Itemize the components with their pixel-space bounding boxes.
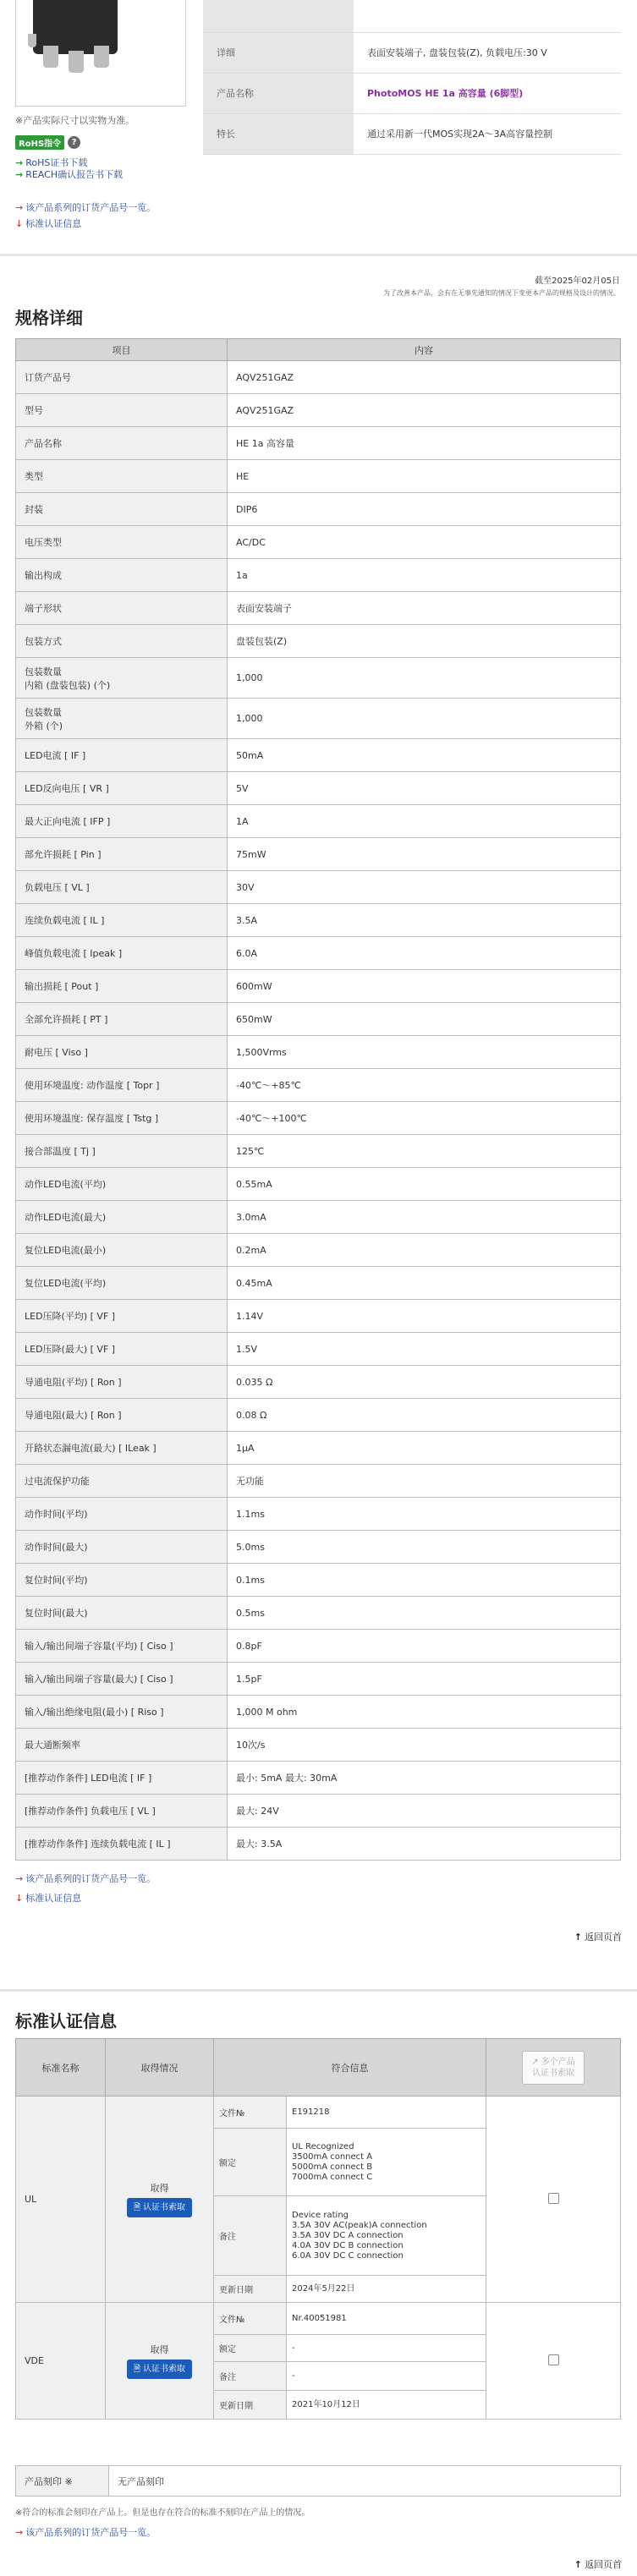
spec-key: 复位LED电流(最小) xyxy=(16,1234,228,1267)
cert-checkbox[interactable] xyxy=(548,2354,559,2365)
cert-info-key: 额定 xyxy=(214,2129,287,2196)
spec-row xyxy=(16,1795,621,1828)
col-action-header xyxy=(486,2039,621,2096)
spec-row xyxy=(16,526,621,559)
cert-request-button[interactable]: 🗎 认证书索取 xyxy=(127,2198,192,2217)
spec-key: 复位时间(最大) xyxy=(16,1597,228,1630)
spec-value: 650mW xyxy=(228,1003,621,1036)
spec-key: 复位时间(平均) xyxy=(16,1564,228,1597)
document-icon: 🗎 xyxy=(133,2203,141,2212)
spec-value: 1.1ms xyxy=(228,1498,621,1531)
cert-info-key: 备注 xyxy=(214,2362,287,2391)
cert-info-value: - xyxy=(287,2362,486,2391)
cert-select-cell xyxy=(486,2303,621,2420)
spec-row xyxy=(16,1333,621,1366)
spec-row xyxy=(16,699,621,739)
arrow-right-icon: → xyxy=(15,157,24,168)
overview-value: 表面安装端子, 盘装包装(Z), 负载电压:30 V xyxy=(354,32,621,73)
spec-row xyxy=(16,1069,621,1102)
spec-row xyxy=(16,1036,621,1069)
cert-header-row xyxy=(16,2039,621,2096)
spec-row xyxy=(16,871,621,904)
spec-key: LED电流 [ IF ] xyxy=(16,739,228,772)
spec-key: 订货产品号 xyxy=(16,361,228,394)
cert-info-key: 文件№ xyxy=(214,2096,287,2129)
cert-info-key: 备注 xyxy=(214,2196,287,2276)
spec-row xyxy=(16,805,621,838)
spec-value: 1A xyxy=(228,805,621,838)
col-info-header: 符合信息 xyxy=(214,2039,486,2096)
spec-key: 部允许损耗 [ Pin ] xyxy=(16,838,228,871)
spec-row xyxy=(16,1696,621,1729)
spec-value: 0.5ms xyxy=(228,1597,621,1630)
spec-value: 0.1ms xyxy=(228,1564,621,1597)
chip-pin xyxy=(28,34,36,47)
cert-info-value: Device rating 3.5A 30V AC(peak)A connection 3.5A 30V DC A connection 4.0A 30V DC B connection 6.0A 30V DC C connection xyxy=(287,2196,486,2276)
rohs-badge[interactable]: RoHS指令 xyxy=(15,135,64,150)
cert-status: 取得 xyxy=(150,2344,169,2355)
spec-row xyxy=(16,1531,621,1564)
question-icon[interactable]: ? xyxy=(68,136,80,149)
chip-pin xyxy=(69,51,84,73)
spec-value: 0.2mA xyxy=(228,1234,621,1267)
spec-value: 1.5pF xyxy=(228,1663,621,1696)
overview-table xyxy=(203,0,621,155)
spec-row xyxy=(16,1201,621,1234)
spec-value: 5V xyxy=(228,772,621,805)
document-icon: 🗎 xyxy=(133,2365,141,2374)
spec-row xyxy=(16,937,621,970)
spec-row xyxy=(16,1828,621,1861)
spec-value: 1.5V xyxy=(228,1333,621,1366)
spec-row xyxy=(16,772,621,805)
spec-row xyxy=(16,739,621,772)
col-status-header: 取得情况 xyxy=(106,2039,214,2096)
spec-value: HE xyxy=(228,460,621,493)
cert-info-link[interactable]: ↓ 标准认证信息 xyxy=(15,218,82,229)
spec-key: [推荐动作条件] LED电流 [ IF ] xyxy=(16,1762,228,1795)
spec-key: 耐电压 [ Viso ] xyxy=(16,1036,228,1069)
spec-key: 动作时间(平均) xyxy=(16,1498,228,1531)
spec-value: 无功能 xyxy=(228,1465,621,1498)
spec-key: [推荐动作条件] 负载电压 [ VL ] xyxy=(16,1795,228,1828)
spec-value: -40℃～+100℃ xyxy=(228,1102,621,1135)
spec-row xyxy=(16,394,621,427)
section-divider xyxy=(0,1989,637,1992)
cert-row xyxy=(16,2303,621,2335)
cert-checkbox[interactable] xyxy=(548,2193,559,2204)
spec-value: 0.8pF xyxy=(228,1630,621,1663)
spec-key: LED压降(平均) [ VF ] xyxy=(16,1300,228,1333)
spec-row xyxy=(16,1135,621,1168)
spec-row xyxy=(16,1102,621,1135)
spec-key: 过电流保护功能 xyxy=(16,1465,228,1498)
series-list-link[interactable]: → 该产品系列的订货产品号一览。 xyxy=(15,2527,157,2538)
spec-row xyxy=(16,1729,621,1762)
spec-key: 动作LED电流(平均) xyxy=(16,1168,228,1201)
col-standard-header: 标准名称 xyxy=(16,2039,106,2096)
spec-row xyxy=(16,625,621,658)
product-mark-key: 产品刻印 ※ xyxy=(16,2466,109,2497)
spec-value: 6.0A xyxy=(228,937,621,970)
spec-key: 产品名称 xyxy=(16,427,228,460)
overview-row xyxy=(203,0,621,32)
spec-key: 包装数量 外箱 (个) xyxy=(16,699,228,739)
spec-key: 端子形状 xyxy=(16,592,228,625)
mark-note: ※符合的标准会刻印在产品上。但是也存在符合的标准不刻印在产品上的情况。 xyxy=(15,2508,310,2518)
cert-row xyxy=(16,2096,621,2129)
spec-row xyxy=(16,1498,621,1531)
spec-key: 输出损耗 [ Pout ] xyxy=(16,970,228,1003)
overview-value: 通过采用新一代MOS实现2A～3A高容量控制 xyxy=(354,113,621,154)
back-to-top-link[interactable]: ↑ 返回页首 xyxy=(574,1932,622,1943)
spec-row xyxy=(16,1234,621,1267)
product-mark-table xyxy=(15,2465,621,2497)
spec-row xyxy=(16,361,621,394)
arrow-right-icon: → xyxy=(15,202,24,213)
spec-row xyxy=(16,1465,621,1498)
disclaimer: 为了改善本产品，会有在无事先通知的情况下变更本产品的规格及设计的情况。 xyxy=(383,289,620,297)
spec-key: 输出构成 xyxy=(16,559,228,592)
arrow-up-icon: ↑ xyxy=(574,1932,582,1943)
spec-value: -40℃～+85℃ xyxy=(228,1069,621,1102)
spec-key: LED反向电压 [ VR ] xyxy=(16,772,228,805)
size-note: ※产品实际尺寸以实物为准。 xyxy=(15,115,135,126)
spec-key: 封装 xyxy=(16,493,228,526)
external-link-icon: ↗ xyxy=(531,2057,541,2067)
spec-value: AQV251GAZ xyxy=(228,361,621,394)
cert-info-value: 2024年5月22日 xyxy=(287,2276,486,2303)
spec-key: 导通电阻(最大) [ Ron ] xyxy=(16,1399,228,1432)
spec-value: 600mW xyxy=(228,970,621,1003)
arrow-right-icon: → xyxy=(15,169,24,180)
spec-value: 1,000 xyxy=(228,699,621,739)
cert-standard: UL xyxy=(16,2096,106,2303)
spec-key: 使用环境温度: 保存温度 [ Tstg ] xyxy=(16,1102,228,1135)
back-to-top-link[interactable]: ↑ 返回页首 xyxy=(574,2559,622,2570)
arrow-down-icon: ↓ xyxy=(15,218,24,229)
download-links xyxy=(15,157,123,181)
product-image xyxy=(15,0,186,107)
chip-pin xyxy=(94,46,109,68)
spec-value: 75mW xyxy=(228,838,621,871)
cert-info-link[interactable]: ↓ 标准认证信息 xyxy=(15,1893,82,1904)
spec-value: DIP6 xyxy=(228,493,621,526)
spec-key: [推荐动作条件] 连续负载电流 [ IL ] xyxy=(16,1828,228,1861)
overview-row xyxy=(203,113,621,154)
spec-row xyxy=(16,838,621,871)
spec-row xyxy=(16,427,621,460)
spec-value: 最小: 5mA 最大: 30mA xyxy=(228,1762,621,1795)
overview-key xyxy=(203,0,354,32)
section-divider xyxy=(0,254,637,256)
spec-row xyxy=(16,1432,621,1465)
spec-value: 3.5A xyxy=(228,904,621,937)
spec-row xyxy=(16,1762,621,1795)
col-content-header: 内容 xyxy=(228,339,621,361)
spec-value: AC/DC xyxy=(228,526,621,559)
spec-value: 0.45mA xyxy=(228,1267,621,1300)
spec-key: 动作LED电流(最大) xyxy=(16,1201,228,1234)
series-list-link[interactable]: → 该产品系列的订货产品号一览。 xyxy=(15,1873,157,1884)
spec-key: 包装数量 内箱 (盘装包装) (个) xyxy=(16,658,228,699)
spec-key: 动作时间(最大) xyxy=(16,1531,228,1564)
reach-report-link[interactable]: → REACH确认报告书下载 xyxy=(15,169,124,180)
series-list-link[interactable]: → 该产品系列的订货产品号一览。 xyxy=(15,202,157,213)
spec-value: 1μA xyxy=(228,1432,621,1465)
cert-title: 标准认证信息 xyxy=(15,2011,117,2031)
spec-key: 输入/输出间端子容量(平均) [ Ciso ] xyxy=(16,1630,228,1663)
cert-info-value: E191218 xyxy=(287,2096,486,2129)
spec-value: 125℃ xyxy=(228,1135,621,1168)
spec-key: 全部允许损耗 [ PT ] xyxy=(16,1003,228,1036)
spec-row xyxy=(16,592,621,625)
cert-info-key: 文件№ xyxy=(214,2303,287,2335)
spec-value: 最大: 24V xyxy=(228,1795,621,1828)
cert-status-cell xyxy=(106,2096,214,2303)
arrow-right-icon: → xyxy=(15,2527,24,2538)
arrow-right-icon: → xyxy=(15,1873,24,1884)
arrow-up-icon: ↑ xyxy=(574,2559,582,2570)
spec-key: 开路状态漏电流(最大) [ ILeak ] xyxy=(16,1432,228,1465)
spec-key: 接合部温度 [ Tj ] xyxy=(16,1135,228,1168)
spec-key: 包装方式 xyxy=(16,625,228,658)
spec-title: 规格详细 xyxy=(15,308,83,328)
spec-value: HE 1a 高容量 xyxy=(228,427,621,460)
spec-row xyxy=(16,1168,621,1201)
cert-info-value: 2021年10月12日 xyxy=(287,2391,486,2420)
cert-info-key: 更新日期 xyxy=(214,2276,287,2303)
date-note xyxy=(383,276,620,299)
spec-value: 1a xyxy=(228,559,621,592)
spec-key: 输入/输出间端子容量(最大) [ Ciso ] xyxy=(16,1663,228,1696)
overview-key: 特长 xyxy=(203,113,354,154)
multi-cert-request-button[interactable]: ↗ 多个产品 认证书索取 xyxy=(522,2051,585,2085)
spec-row xyxy=(16,493,621,526)
spec-key: 电压类型 xyxy=(16,526,228,559)
overview-key: 产品名称 xyxy=(203,73,354,113)
spec-value: 0.08 Ω xyxy=(228,1399,621,1432)
spec-row xyxy=(16,1003,621,1036)
spec-value: 30V xyxy=(228,871,621,904)
spec-key: 型号 xyxy=(16,394,228,427)
spec-key: 连续负载电流 [ IL ] xyxy=(16,904,228,937)
arrow-down-icon: ↓ xyxy=(15,1893,24,1904)
rohs-row xyxy=(15,135,80,150)
spec-value: 3.0mA xyxy=(228,1201,621,1234)
spec-anchor-links xyxy=(15,1869,156,1908)
spec-key: 负载电压 [ VL ] xyxy=(16,871,228,904)
spec-key: 输入/输出绝缘电阻(最小) [ Riso ] xyxy=(16,1696,228,1729)
spec-key: 最大正向电流 [ IFP ] xyxy=(16,805,228,838)
cert-info-value: Nr.40051981 xyxy=(287,2303,486,2335)
product-mark-value: 无产品刻印 xyxy=(109,2466,621,2497)
spec-row xyxy=(16,1663,621,1696)
spec-value: 50mA xyxy=(228,739,621,772)
spec-value: 最大: 3.5A xyxy=(228,1828,621,1861)
product-mark-row xyxy=(16,2466,621,2497)
spec-value: 表面安装端子 xyxy=(228,592,621,625)
spec-key: 类型 xyxy=(16,460,228,493)
spec-value: 10次/s xyxy=(228,1729,621,1762)
spec-row xyxy=(16,658,621,699)
spec-row xyxy=(16,1630,621,1663)
as-of-date: 截至2025年02月05日 xyxy=(535,277,620,286)
spec-row xyxy=(16,1399,621,1432)
overview-value: PhotoMOS HE 1a 高容量 (6脚型) xyxy=(354,73,621,113)
spec-row xyxy=(16,1300,621,1333)
cert-select-cell xyxy=(486,2096,621,2303)
spec-key: 最大通断频率 xyxy=(16,1729,228,1762)
spec-value: 盘装包装(Z) xyxy=(228,625,621,658)
spec-key: 峰值负载电流 [ Ipeak ] xyxy=(16,937,228,970)
top-anchor-links xyxy=(15,200,156,232)
col-item-header: 项目 xyxy=(16,339,228,361)
spec-row xyxy=(16,1267,621,1300)
spec-row xyxy=(16,904,621,937)
spec-value: 1,000 M ohm xyxy=(228,1696,621,1729)
spec-key: LED压降(最大) [ VF ] xyxy=(16,1333,228,1366)
spec-row xyxy=(16,460,621,493)
cert-info-value: - xyxy=(287,2335,486,2362)
cert-info-value: UL Recognized 3500mA connect A 5000mA connect B 7000mA connect C xyxy=(287,2129,486,2196)
spec-header-row xyxy=(16,339,621,361)
spec-key: 复位LED电流(平均) xyxy=(16,1267,228,1300)
cert-info-key: 额定 xyxy=(214,2335,287,2362)
overview-value xyxy=(354,0,621,32)
spec-value: 5.0ms xyxy=(228,1531,621,1564)
spec-row xyxy=(16,970,621,1003)
chip-pin xyxy=(43,46,58,68)
spec-row xyxy=(16,1366,621,1399)
overview-row xyxy=(203,32,621,73)
spec-key: 使用环境温度: 动作温度 [ Topr ] xyxy=(16,1069,228,1102)
spec-row xyxy=(16,559,621,592)
spec-row xyxy=(16,1597,621,1630)
spec-value: 0.035 Ω xyxy=(228,1366,621,1399)
cert-status-cell xyxy=(106,2303,214,2420)
cert-table xyxy=(15,2038,621,2420)
rohs-certificate-link[interactable]: → RoHS证书下载 xyxy=(15,157,88,168)
cert-info-key: 更新日期 xyxy=(214,2391,287,2420)
spec-value: AQV251GAZ xyxy=(228,394,621,427)
spec-value: 1.14V xyxy=(228,1300,621,1333)
overview-row xyxy=(203,73,621,113)
spec-value: 1,000 xyxy=(228,658,621,699)
spec-table xyxy=(15,338,621,1861)
cert-status: 取得 xyxy=(150,2183,169,2194)
spec-value: 1,500Vrms xyxy=(228,1036,621,1069)
overview-key: 详细 xyxy=(203,32,354,73)
spec-value: 0.55mA xyxy=(228,1168,621,1201)
product-overview xyxy=(0,0,637,245)
cert-standard: VDE xyxy=(16,2303,106,2420)
spec-row xyxy=(16,1564,621,1597)
spec-key: 导通电阻(平均) [ Ron ] xyxy=(16,1366,228,1399)
cert-request-button[interactable]: 🗎 认证书索取 xyxy=(127,2360,192,2379)
